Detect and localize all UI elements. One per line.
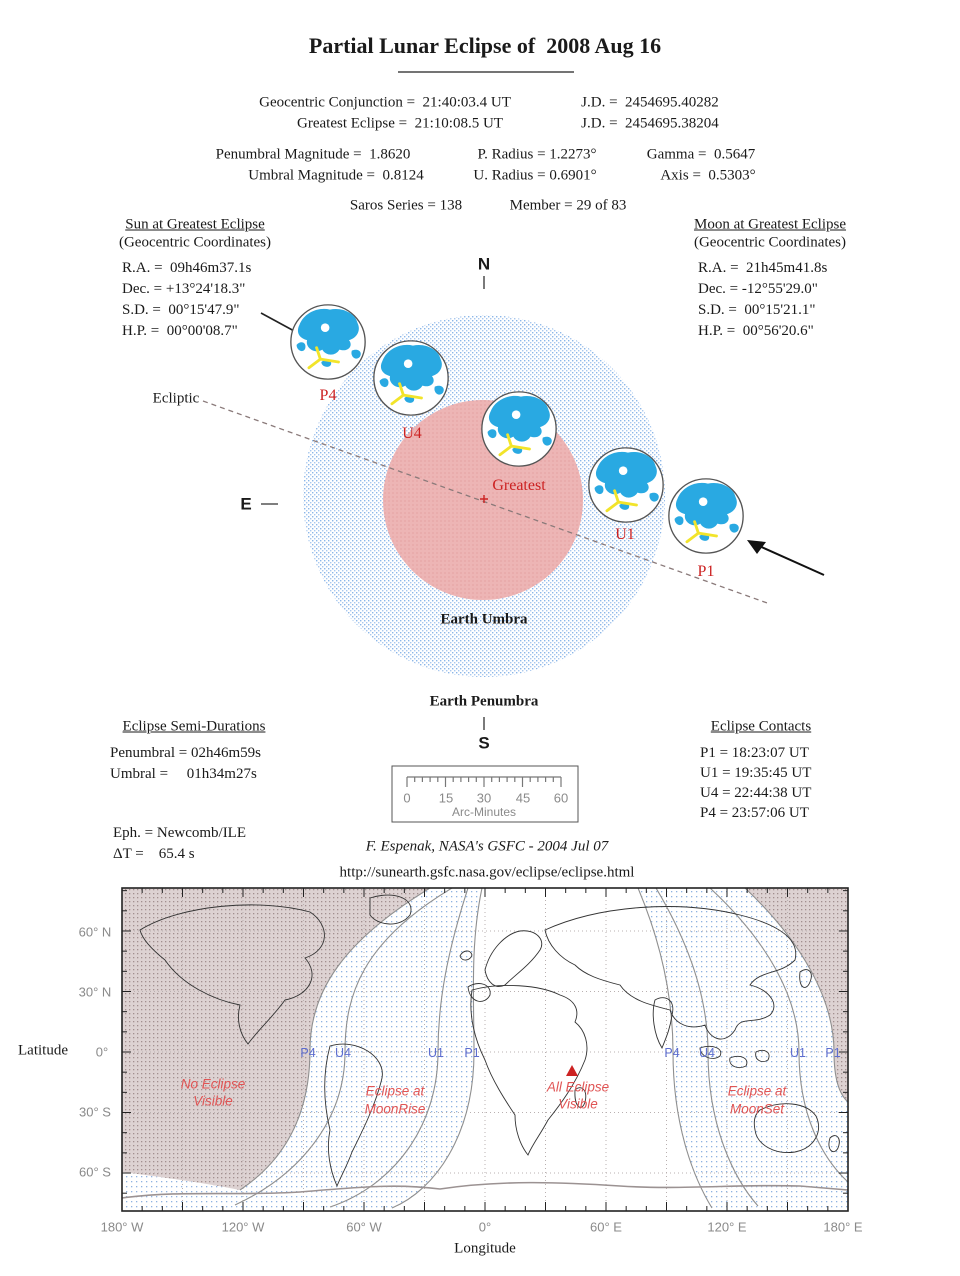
- scale-tick-0: 0: [403, 790, 411, 806]
- ecliptic-label: Ecliptic: [152, 390, 200, 407]
- sun-ra: R.A. = 09h46m37.1s: [122, 260, 252, 276]
- earth-penumbra-label: Earth Penumbra: [429, 693, 539, 710]
- moon-dec: Dec. = -12°55'29.0": [698, 281, 818, 297]
- ephemeris-line: Eph. = Newcomb/ILE: [113, 825, 247, 841]
- position-label-u4: U4: [402, 425, 422, 442]
- map-no-eclipse-line2: Visible: [193, 1093, 233, 1109]
- sun-block-subheading: (Geocentric Coordinates): [118, 234, 272, 251]
- penumbral-magnitude: Penumbral Magnitude = 1.8620: [215, 146, 411, 163]
- contact-p4: P4 = 23:57:06 UT: [700, 805, 809, 821]
- map-set-p4: P4: [664, 1045, 680, 1060]
- visibility-map: [122, 888, 848, 1211]
- axis-value: Axis = 0.5303°: [660, 167, 756, 184]
- page-title: Partial Lunar Eclipse of 2008 Aug 16: [308, 33, 662, 58]
- position-label-p1: P1: [697, 563, 715, 580]
- moon-disk-p4: [291, 305, 365, 379]
- lat-tick-60s: 60° S: [79, 1164, 111, 1180]
- scale-tick-60: 60: [553, 790, 569, 806]
- compass-south-label: S: [478, 733, 490, 753]
- umbral-magnitude: Umbral Magnitude = 0.8124: [248, 167, 424, 184]
- moon-sd: S.D. = 00°15'21.1": [698, 302, 816, 318]
- saros-series: Saros Series = 138: [349, 197, 463, 214]
- p-radius: P. Radius = 1.2273°: [477, 146, 597, 163]
- map-moonrise-line2: MoonRise: [364, 1101, 426, 1117]
- lon-tick-120w: 120° W: [221, 1219, 265, 1235]
- semi-duration-penumbral: Penumbral = 02h46m59s: [110, 745, 261, 761]
- moon-disk-greatest: [482, 392, 556, 466]
- position-label-u1: U1: [615, 526, 635, 543]
- map-set-u4: U4: [699, 1045, 715, 1060]
- gamma: Gamma = 0.5647: [646, 146, 756, 163]
- map-moonset-line2: MoonSet: [729, 1101, 785, 1117]
- map-rise-u1: U1: [428, 1045, 444, 1060]
- map-set-u1: U1: [790, 1045, 806, 1060]
- delta-t-line: ΔT = 65.4 s: [113, 846, 195, 862]
- map-all-visible-line2: Visible: [558, 1096, 598, 1112]
- greatest-jd: J.D. = 2454695.38204: [581, 115, 719, 132]
- moon-disk-p1: [669, 479, 743, 553]
- map-all-visible-line1: All Eclipse: [546, 1079, 610, 1095]
- eclipse-url[interactable]: http://sunearth.gsfc.nasa.gov/eclipse/eclipse.html: [339, 864, 635, 881]
- contacts-heading: Eclipse Contacts: [710, 718, 812, 735]
- moon-ra: R.A. = 21h45m41.8s: [698, 260, 828, 276]
- longitude-axis-label: Longitude: [454, 1240, 516, 1257]
- lon-tick-180e: 180° E: [823, 1219, 863, 1235]
- scale-tick-15: 15: [438, 790, 454, 806]
- lat-tick-30s: 30° S: [79, 1104, 111, 1120]
- contact-u1: U1 = 19:35:45 UT: [700, 765, 812, 781]
- scale-tick-30: 30: [476, 790, 492, 806]
- lat-tick-0: 0°: [95, 1044, 109, 1060]
- sun-hp: H.P. = 00°00'08.7": [122, 323, 238, 339]
- moon-hp: H.P. = 00°56'20.6": [698, 323, 814, 339]
- sun-block-heading: Sun at Greatest Eclipse: [125, 216, 265, 233]
- position-label-greatest: Greatest: [492, 477, 546, 494]
- saros-member: Member = 29 of 83: [509, 197, 627, 214]
- contact-p1: P1 = 18:23:07 UT: [700, 745, 809, 761]
- earth-umbra-label: Earth Umbra: [440, 611, 528, 628]
- moon-block-subheading: (Geocentric Coordinates): [693, 234, 847, 251]
- lon-tick-60e: 60° E: [590, 1219, 622, 1235]
- position-label-p4: P4: [319, 387, 337, 404]
- conjunction-jd: J.D. = 2454695.40282: [581, 94, 719, 111]
- map-rise-u4: U4: [335, 1045, 351, 1060]
- scale-unit-label: Arc-Minutes: [451, 805, 517, 819]
- greatest-line: Greatest Eclipse = 21:10:08.5 UT: [297, 115, 503, 132]
- moon-disk-u4: [374, 341, 448, 415]
- lon-tick-0: 0°: [478, 1219, 492, 1235]
- compass-north-label: N: [477, 254, 491, 274]
- compass-east-label: E: [240, 494, 252, 514]
- semi-duration-umbral: Umbral = 01h34m27s: [110, 766, 257, 782]
- lon-tick-180w: 180° W: [100, 1219, 144, 1235]
- credit-line: F. Espenak, NASA's GSFC - 2004 Jul 07: [365, 838, 609, 855]
- lat-tick-60n: 60° N: [78, 924, 112, 940]
- motion-arrow-shaft: [757, 545, 824, 575]
- sd-pointer-line: [261, 313, 296, 332]
- lon-tick-60w: 60° W: [346, 1219, 382, 1235]
- map-rise-p4: P4: [300, 1045, 316, 1060]
- map-moonrise-line1: Eclipse at: [365, 1083, 425, 1099]
- moon-block-heading: Moon at Greatest Eclipse: [693, 216, 847, 233]
- sun-sd: S.D. = 00°15'47.9": [122, 302, 240, 318]
- semi-durations-heading: Eclipse Semi-Durations: [122, 718, 266, 735]
- conjunction-line: Geocentric Conjunction = 21:40:03.4 UT: [259, 94, 511, 111]
- lon-tick-120e: 120° E: [707, 1219, 747, 1235]
- scale-tick-45: 45: [515, 790, 531, 806]
- contact-u4: U4 = 22:44:38 UT: [700, 785, 812, 801]
- map-moonset-line1: Eclipse at: [727, 1083, 787, 1099]
- moon-disk-u1: [589, 448, 663, 522]
- u-radius: U. Radius = 0.6901°: [473, 167, 597, 184]
- map-rise-p1: P1: [464, 1045, 480, 1060]
- latitude-axis-label: Latitude: [18, 1042, 68, 1059]
- map-no-eclipse-line1: No Eclipse: [180, 1076, 246, 1092]
- map-set-p1: P1: [825, 1045, 841, 1060]
- lat-tick-30n: 30° N: [78, 984, 112, 1000]
- sun-dec: Dec. = +13°24'18.3": [122, 281, 246, 297]
